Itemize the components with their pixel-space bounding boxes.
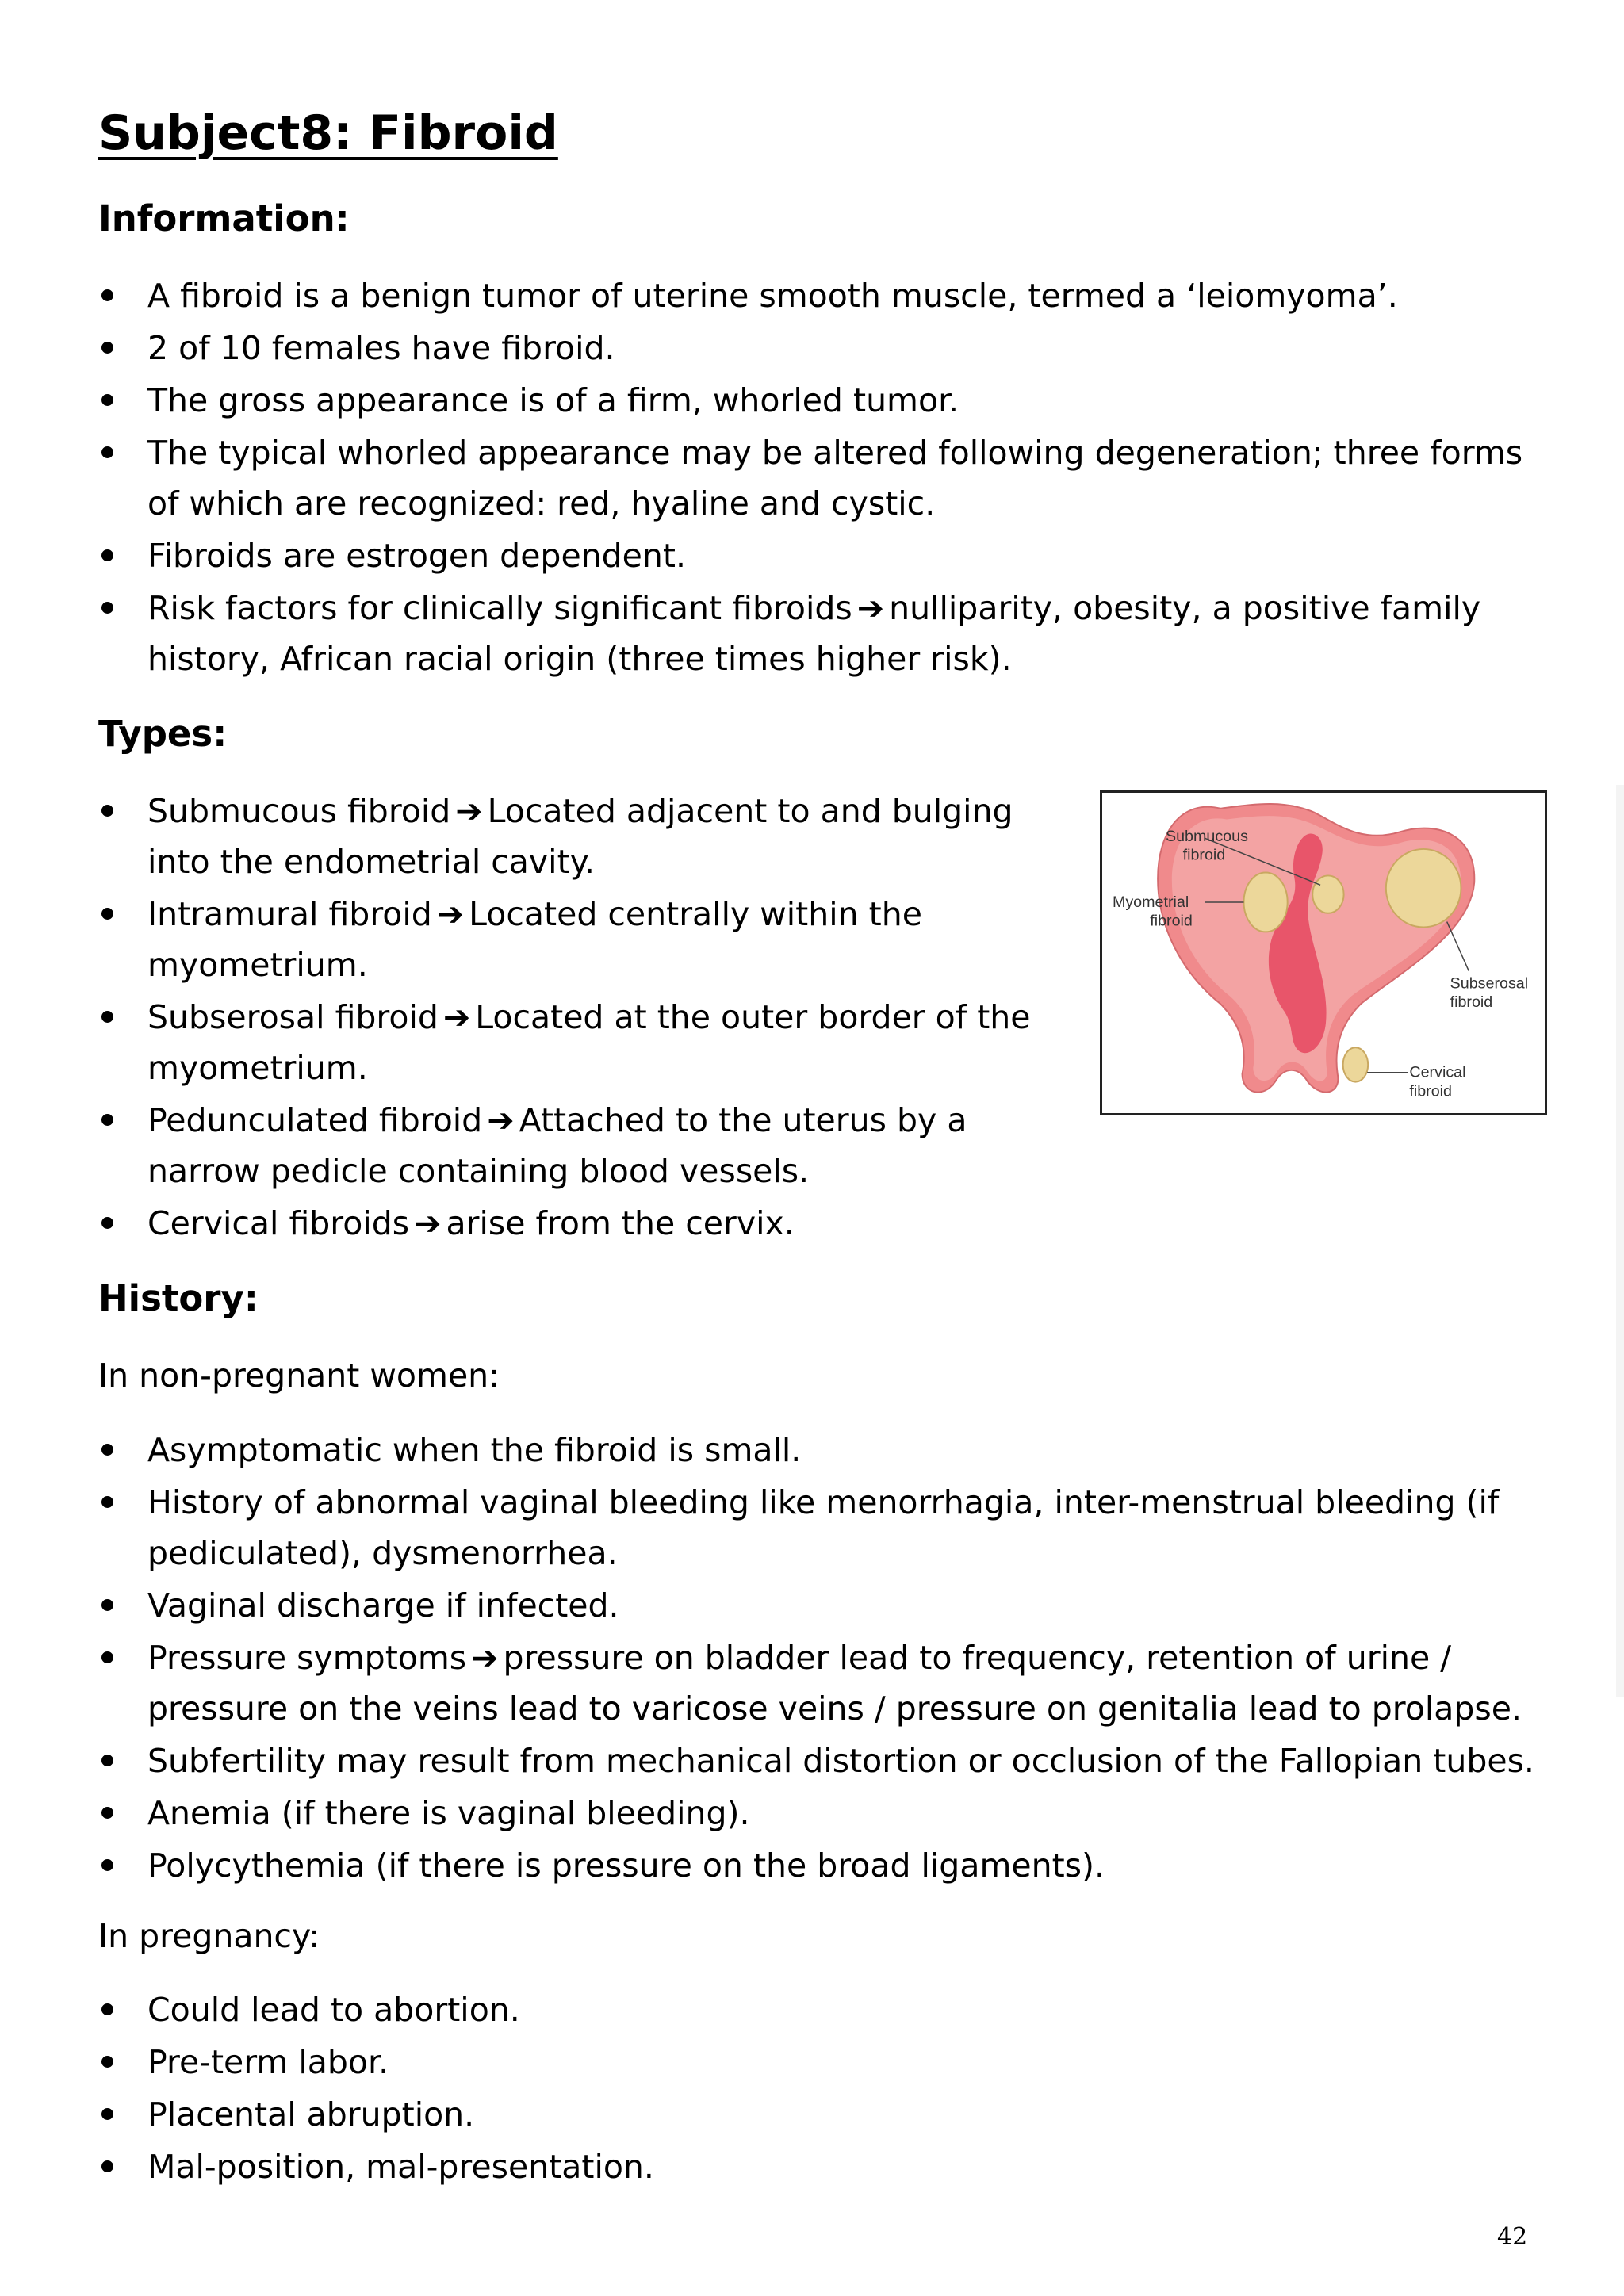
bullet-icon xyxy=(102,1755,113,1766)
myometrial-label-1: Myometrial xyxy=(1112,893,1189,911)
list-item: Fibroids are estrogen dependent. xyxy=(98,530,1526,581)
bullet-icon xyxy=(102,1217,113,1229)
information-list xyxy=(98,270,1526,686)
bullet-icon xyxy=(102,394,113,406)
list-item: Submucous fibroid ➔ Located adjacent to and bulging into the endometrial cavity. xyxy=(98,786,1082,887)
list-item: 2 of 10 females have fibroid. xyxy=(98,323,1526,373)
cervical-label-1: Cervical xyxy=(1409,1063,1466,1081)
pregnancy-list xyxy=(98,1984,1526,2194)
bullet-icon xyxy=(102,1807,113,1819)
arrow-icon: ➔ xyxy=(487,1101,515,1139)
bullet-icon xyxy=(102,2056,113,2068)
list-item: Could lead to abortion. xyxy=(98,1984,1526,2035)
bullet-icon xyxy=(102,1444,113,1456)
myometrial-label-2: fibroid xyxy=(1150,912,1193,930)
page-number: 42 xyxy=(1497,2223,1528,2251)
bullet-icon xyxy=(102,1011,113,1023)
bullet-icon xyxy=(102,805,113,817)
submucous-label-1: Submucous xyxy=(1165,828,1248,846)
cervical-fibroid xyxy=(1343,1047,1369,1081)
bullet-icon xyxy=(102,602,113,614)
arrow-icon: ➔ xyxy=(471,1639,499,1677)
page-edge-shadow xyxy=(1616,785,1624,1697)
arrow-icon: ➔ xyxy=(414,1204,442,1242)
list-item: Polycythemia (if there is pressure on the broad ligaments). xyxy=(98,1840,1557,1891)
bullet-icon xyxy=(102,446,113,458)
list-item: A fibroid is a benign tumor of uterine smooth muscle, termed a ‘leiomyoma’. xyxy=(98,270,1526,321)
subserosal-fibroid xyxy=(1386,849,1461,928)
arrow-icon: ➔ xyxy=(442,998,471,1036)
uterus-fibroid-diagram xyxy=(1100,790,1547,1115)
list-item: Intramural fibroid ➔ Located centrally within the myometrium. xyxy=(98,889,1082,990)
subserosal-label-1: Subserosal xyxy=(1450,974,1529,993)
bullet-icon xyxy=(102,1496,113,1508)
list-item: The typical whorled appearance may be altered following degeneration; three forms of which are recognized: red, hyaline and cystic. xyxy=(98,427,1526,529)
bullet-icon xyxy=(102,2108,113,2120)
bullet-icon xyxy=(102,1599,113,1611)
list-item: Mal-position, mal-presentation. xyxy=(98,2141,1526,2192)
list-item: Pedunculated fibroid ➔ Attached to the uterus by a narrow pedicle containing blood vessels. xyxy=(98,1095,1082,1196)
arrow-icon: ➔ xyxy=(436,895,465,933)
list-item: Pressure symptoms ➔ pressure on bladder lead to frequency, retention of urine / pressure on the veins lead to varicose veins / pressure on genitalia lead to prolapse. xyxy=(98,1632,1557,1734)
types-heading: Types: xyxy=(98,713,228,755)
arrow-icon: ➔ xyxy=(455,792,483,830)
non-pregnant-intro: In non-pregnant women: xyxy=(98,1357,500,1395)
list-item: Risk factors for clinically significant fibroids ➔ nulliparity, obesity, a positive family history, African racial origin (three times higher risk). xyxy=(98,583,1526,684)
bullet-icon xyxy=(102,2160,113,2172)
bullet-icon xyxy=(102,2003,113,2015)
diagram-svg xyxy=(1102,793,1545,1113)
types-list xyxy=(98,786,1082,1250)
subserosal-label-2: fibroid xyxy=(1450,993,1493,1011)
list-item: Subfertility may result from mechanical distortion or occlusion of the Fallopian tubes. xyxy=(98,1735,1557,1786)
pregnancy-intro: In pregnancy: xyxy=(98,1917,320,1955)
list-item: History of abnormal vaginal bleeding like menorrhagia, inter-menstrual bleeding (if pediculated), dysmenorrhea. xyxy=(98,1477,1557,1578)
submucous-fibroid xyxy=(1312,875,1343,913)
page-title: Subject8: Fibroid xyxy=(98,105,558,161)
list-item: Vaginal discharge if infected. xyxy=(98,1580,1557,1631)
submucous-label-2: fibroid xyxy=(1182,846,1226,864)
list-item: The gross appearance is of a firm, whorled tumor. xyxy=(98,375,1526,426)
list-item: Pre-term labor. xyxy=(98,2037,1526,2087)
list-item: Asymptomatic when the fibroid is small. xyxy=(98,1425,1557,1475)
myometrial-fibroid xyxy=(1243,873,1287,932)
bullet-icon xyxy=(102,1114,113,1126)
bullet-icon xyxy=(102,1859,113,1871)
non-pregnant-list xyxy=(98,1425,1557,1892)
list-item: Cervical fibroids ➔ arise from the cervix. xyxy=(98,1198,1082,1249)
list-item: Subserosal fibroid ➔ Located at the outer border of the myometrium. xyxy=(98,992,1082,1093)
bullet-icon xyxy=(102,1651,113,1663)
information-heading: Information: xyxy=(98,197,350,239)
cervical-label-2: fibroid xyxy=(1409,1082,1453,1100)
list-item: Placental abruption. xyxy=(98,2089,1526,2140)
bullet-icon xyxy=(102,289,113,301)
bullet-icon xyxy=(102,908,113,920)
history-heading: History: xyxy=(98,1277,259,1319)
list-item: Anemia (if there is vaginal bleeding). xyxy=(98,1788,1557,1839)
arrow-icon: ➔ xyxy=(856,589,885,627)
bullet-icon xyxy=(102,342,113,354)
bullet-icon xyxy=(102,549,113,561)
